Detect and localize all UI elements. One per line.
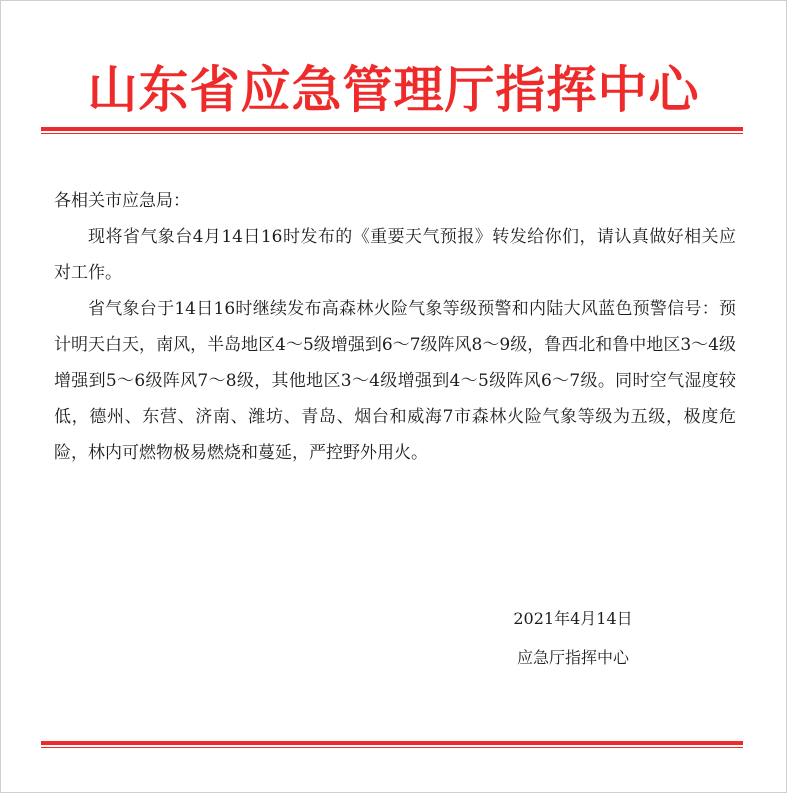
signature-date: 2021年4月14日 <box>513 609 633 628</box>
signature-issuer: 应急厅指挥中心 <box>516 648 629 667</box>
paragraph-weather-warning: 省气象台于14日16时继续发布高森林火险气象等级预警和内陆大风蓝色预警信号：预计明天白天，南风，半岛地区4～5级增强到6～7级阵风8～9级，鲁西北和鲁中地区3～4级增强到5～6级阵风7～8级，其他地区3～4级增强到4～5级阵风6～7级。同时空气湿度较低，德州、东营、济南、潍坊、青岛、烟台和威海7市森林火险气象等级为五级，极度危险，林内可燃物极易燃烧和蔓延，严控野外用火。 <box>54 299 736 463</box>
header-rule-thin <box>41 133 743 134</box>
footer-rule-thin <box>41 747 743 748</box>
footer-red-rule <box>41 741 743 748</box>
salutation: 各相关市应急局： <box>54 191 190 211</box>
document-body <box>54 183 736 471</box>
document-title: 山东省应急管理厅指挥中心 <box>87 60 700 119</box>
header-red-rule <box>41 127 743 134</box>
paragraph-forward-notice: 现将省气象台4月14日16时发布的《重要天气预报》转发给你们，请认真做好相关应对工作。 <box>54 227 736 283</box>
